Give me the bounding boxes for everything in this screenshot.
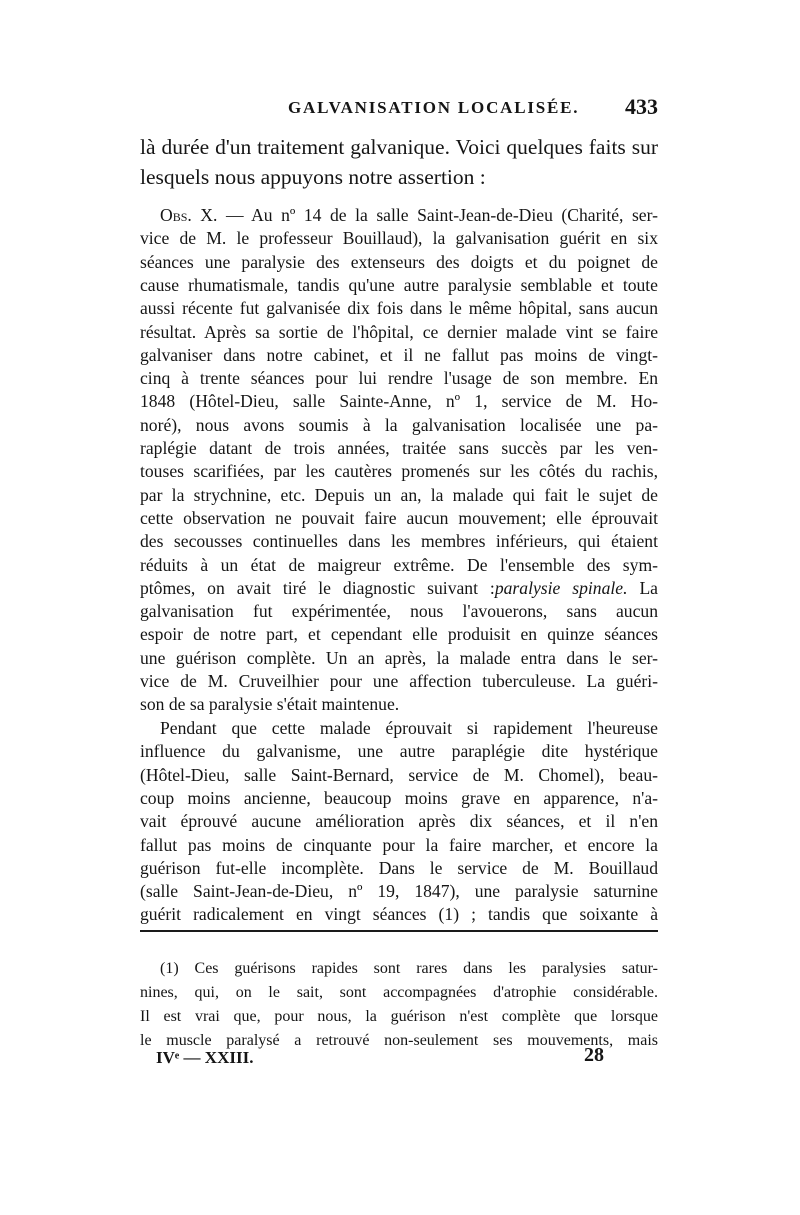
observation-line: résultat. Après sa sortie de l'hôpital, ce dernier malade vint se faire (140, 321, 658, 342)
observation-line: séances une paralysie des extenseurs des doigts et du poignet de (140, 251, 658, 272)
running-header (140, 94, 658, 126)
running-title: GALVANISATION LOCALISÉE. (288, 98, 580, 117)
page-number: 433 (625, 94, 658, 119)
footnote-line: Il est vrai que, pour nous, la guérison n'est complète que lorsque (140, 1008, 658, 1025)
paragraph-line: (Hôtel-Dieu, salle Saint-Bernard, service de M. Chomel), beau- (140, 764, 658, 785)
observation-line: touses scarifiées, par les cautères promenés sur les côtés du rachis, (140, 461, 658, 482)
observation-line: une guérison complète. Un an après, la malade entra dans le ser- (140, 647, 658, 668)
observation-line: espoir de notre part, et cependant elle produisit en quinze séances (140, 624, 658, 645)
paragraph-line: Pendant que cette malade éprouvait si rapidement l'heureuse (160, 718, 658, 738)
observation-line: galvaniser dans notre cabinet, et il ne fallut pas moins de vingt- (140, 344, 658, 365)
observation-first-line (140, 204, 658, 227)
lead-line: lesquels nous appuyons notre assertion : (140, 165, 486, 189)
observation-line: cause rhumatismale, tandis qu'une autre paralysie semblable et toute (140, 274, 658, 295)
observation-line: son de sa paralysie s'était maintenue. (140, 694, 400, 715)
paragraph-line: guérit radicalement en vingt séances (1) ; tandis que soixante à (140, 904, 658, 925)
paragraph-line: vait éprouvé aucune amélioration après dix séances, et il n'en (140, 811, 658, 832)
diagnosis-prefix: ptômes, on avait tiré le diagnostic suivant : (140, 577, 495, 598)
observation-line: raplégie datant de trois années, traitée sans succès par les ven- (140, 438, 658, 458)
observation-line: par la strychnine, etc. Depuis un an, la malade qui fait le sujet de (140, 484, 658, 505)
observation-line: cinq à trente séances pour lui rendre l'usage de son membre. En (140, 368, 658, 389)
lead-line: là durée d'un traitement galvanique. Voici quelques faits sur (140, 135, 658, 159)
footnote-line: nines, qui, on le sait, sont accompagnées d'atrophie considérable. (140, 984, 658, 1001)
footnote-line: le muscle paralysé a retrouvé non-seulement ses mouvements, mais (140, 1032, 658, 1049)
observation-line: noré), nous avons soumis à la galvanisation localisée une pa- (140, 414, 658, 435)
observation-line: réduits à un état de maigreur extrême. De l'ensemble des sym- (140, 554, 658, 575)
footnote-divider (140, 930, 658, 932)
observation-line: vice de M. Cruveilhier pour une affection tuberculeuse. La guéri- (140, 671, 658, 691)
diagnosis-italic: paralysie spinale. (494, 577, 628, 598)
paragraph-line: coup moins ancienne, beaucoup moins grave en apparence, n'a- (140, 787, 658, 808)
paragraph-line: (salle Saint-Jean-de-Dieu, nº 19, 1847), une paralysie saturnine (140, 881, 658, 902)
observation-line: aussi récente fut galvanisée dix fois dans le même hôpital, sans aucun (140, 298, 658, 319)
diagnosis-line (140, 577, 658, 600)
observation-line: 1848 (Hôtel-Dieu, salle Sainte-Anne, nº 1, service de M. Ho- (140, 391, 658, 412)
paragraph-line: fallut pas moins de cinquante pour la faire marcher, et encore la (140, 834, 658, 855)
observation-line: des secousses continuelles dans les membres inférieurs, qui étaient (140, 531, 658, 552)
signature-mark: IVᵉ — XXIII. (156, 1048, 254, 1067)
paragraph-line: guérison fut-elle incomplète. Dans le service de M. Bouillaud (140, 857, 658, 878)
observation-line: cette observation ne pouvait faire aucun mouvement; elle éprouvait (140, 507, 658, 528)
observation-line: galvanisation fut expérimentée, nous l'avouerons, sans aucun (140, 601, 658, 622)
observation-line: vice de M. le professeur Bouillaud), la galvanisation guérit en six (140, 228, 658, 249)
observation-label: Obs. X. (160, 205, 218, 225)
diagnosis-suffix: La (639, 577, 658, 598)
sheet-number: 28 (584, 1044, 604, 1066)
paragraph-line: influence du galvanisme, une autre paraplégie dite hystérique (140, 741, 658, 762)
observation-line-text: — Au nº 14 de la salle Saint-Jean-de-Dieu (Charité, ser- (225, 205, 658, 225)
footnote-line: (1) Ces guérisons rapides sont rares dans les paralysies satur- (160, 960, 658, 977)
